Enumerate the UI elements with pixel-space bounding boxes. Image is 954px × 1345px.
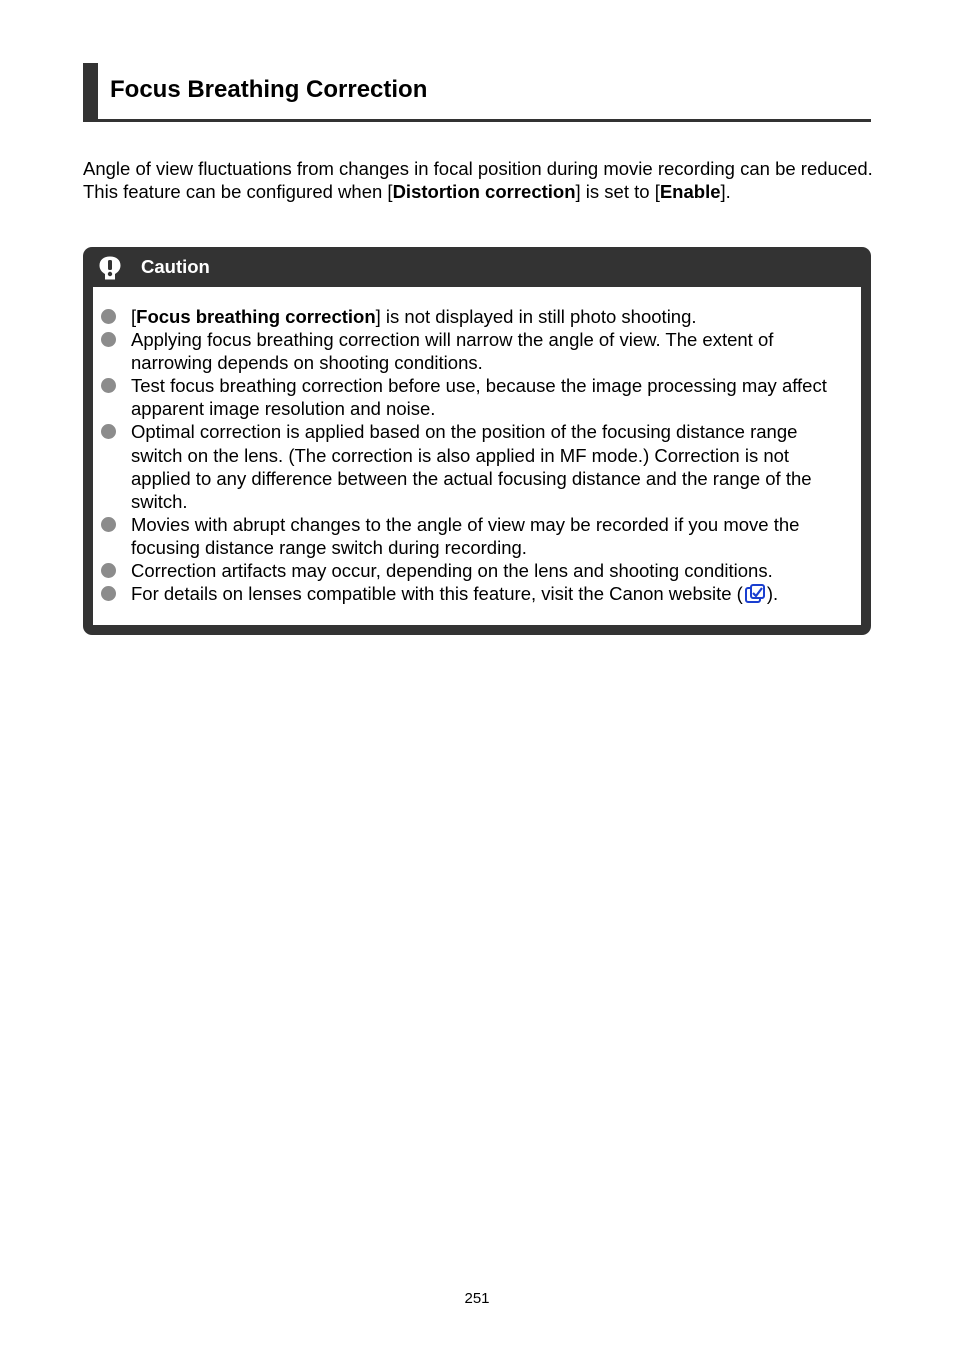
bullet-icon [101,586,116,601]
heading-accent-bar [83,63,98,119]
menu-term-distortion-correction: Distortion correction [392,181,576,203]
exclamation-icon [99,256,121,280]
item-1-open: [ [131,306,137,327]
external-link-icon[interactable] [744,583,766,605]
list-item [93,374,861,420]
item-1-rest: ] is not displayed in still photo shooting. [375,306,697,327]
bullet-icon [101,563,116,578]
item-2-text: Applying focus breathing correction will narrow the angle of view. The extent of narrowing depends on shooting conditions. [131,329,774,374]
intro-line-2-prefix: This feature can be configured when [ [83,181,393,203]
list-item [93,513,861,559]
item-6-text: Correction artifacts may occur, depending on the lens and shooting conditions. [131,560,773,582]
bullet-icon [101,517,116,532]
menu-term-enable: Enable [659,181,721,203]
caution-body [93,287,861,625]
list-item [93,305,861,328]
item-4-text: Optimal correction is applied based on the position of the focusing distance range switch on the lens. (The correction is also applied in MF mode.) Correction is not applied to any difference between the actual focusing distance and the range of the switch. [131,421,812,512]
intro-text [83,157,873,203]
intro-line-2-mid: ] is set to [ [575,181,660,203]
list-item [93,582,861,605]
item-3-text: Test focus breathing correction before use, because the image processing may affect apparent image resolution and noise. [131,375,827,420]
bullet-icon [101,424,116,439]
caution-label: Caution [141,256,210,277]
bullet-icon [101,332,116,347]
section-heading [83,63,871,122]
list-item [93,559,861,582]
bullet-icon [101,378,116,393]
intro-line-1: Angle of view fluctuations from changes in focal position during movie recording can be reduced. [83,158,873,179]
intro-line-2 [83,180,873,203]
caution-list [93,305,861,605]
caution-box [83,247,871,635]
bullet-icon [101,309,116,324]
page-number: 251 [464,1290,490,1307]
caution-header [83,247,871,287]
list-item [93,328,861,374]
item-7-text-after: ). [766,583,779,605]
page-title: Focus Breathing Correction [110,76,428,103]
intro-line-2-suffix: ]. [720,181,731,203]
item-7-text-before: For details on lenses compatible with this feature, visit the Canon website ( [131,583,743,605]
menu-term-focus-breathing-correction: Focus breathing correction [136,306,376,327]
list-item [93,420,861,512]
item-5-text: Movies with abrupt changes to the angle of view may be recorded if you move the focusing distance range switch during recording. [131,513,800,558]
